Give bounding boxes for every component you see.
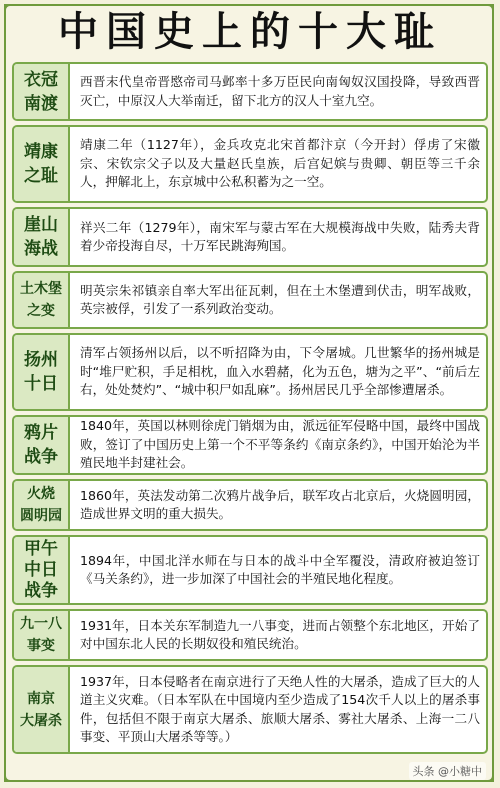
event-label: 靖康 之耻	[14, 127, 70, 201]
event-row	[12, 665, 488, 754]
event-row	[12, 535, 488, 605]
frame-corner	[4, 766, 20, 782]
event-label: 火烧 圆明园	[14, 481, 70, 529]
event-description: 西晋末代皇帝晋愍帝司马邺率十多万臣民向南匈奴汉国投降，导致西晋灭亡，中原汉人大举南迁，留下北方的汉人十室九空。	[80, 74, 480, 108]
event-label: 南京 大屠杀	[14, 667, 70, 752]
event-label: 衣冠 南渡	[14, 64, 70, 119]
event-label: 甲午 中日 战争	[14, 537, 70, 603]
event-description: 1937年，日本侵略者在南京进行了天绝人性的大屠杀，造成了巨大的人道主义灾难。（日本军队在中国境内至少造成了154次千人以上的屠杀事件，包括但不限于南京大屠杀、旅顺大屠杀、雾社大屠杀、上海一二八事变、平顶山大屠杀等等。）	[80, 673, 480, 744]
watermark: 头条 @小糖中	[409, 762, 487, 780]
event-description: 1860年，英法发动第二次鸦片战争后，联军攻占北京后，火烧圆明园，造成世界文明的重大损失。	[80, 487, 480, 521]
event-description: 1894年，中国北洋水师在与日本的战斗中全军覆没，清政府被迫签订《马关条约》，进一步加深了中国社会的半殖民地化程度。	[80, 552, 480, 586]
event-row	[12, 62, 488, 121]
event-row	[12, 333, 488, 411]
event-row	[12, 415, 488, 475]
event-row	[12, 609, 488, 661]
event-label: 九一八 事变	[14, 611, 70, 659]
event-list	[12, 62, 488, 758]
event-row	[12, 479, 488, 531]
event-row	[12, 125, 488, 203]
event-description: 靖康二年（1127年），金兵攻克北宋首都汴京（今开封）俘虏了宋徽宗、宋钦宗父子以及大量赵氏皇族，后宫妃嫔与贵卿、朝臣等三千余人，押解北上，东京城中公私积蓄为之一空。	[80, 137, 480, 190]
event-row	[12, 271, 488, 329]
page-title: 中国史上的十大耻	[58, 9, 442, 55]
event-description: 祥兴二年（1279年），南宋军与蒙古军在大规模海战中失败，陆秀夫背着少帝投海自尽，十万军民跳海殉国。	[80, 219, 480, 253]
event-label: 鸦片 战争	[14, 417, 70, 473]
event-description: 1840年，英国以林则徐虎门销烟为由，派远征军侵略中国，最终中国战败，签订了中国历史上第一个不平等条约《南京条约》，中国开始沦为半殖民地半封建社会。	[80, 418, 480, 471]
event-label: 崖山 海战	[14, 209, 70, 265]
event-label: 扬州 十日	[14, 335, 70, 409]
event-label: 土木堡 之变	[14, 273, 70, 327]
event-row	[12, 207, 488, 267]
event-description: 明英宗朱祁镇亲自率大军出征瓦剌，但在土木堡遭到伏击，明军战败，英宗被俘，引发了一系列政治变动。	[80, 282, 480, 316]
event-description: 清军占领扬州以后，以不听招降为由，下令屠城。几世繁华的扬州城是时“堆尸贮积，手足相枕，血入水碧赭，化为五色，塘为之平”、“前后左右，处处焚灼”、“城中积尸如乱麻”。扬州居民几乎全部惨遭屠杀。	[80, 345, 480, 398]
event-description: 1931年，日本关东军制造九一八事变，进而占领整个东北地区，开始了对中国东北人民的长期奴役和殖民统治。	[80, 617, 480, 651]
